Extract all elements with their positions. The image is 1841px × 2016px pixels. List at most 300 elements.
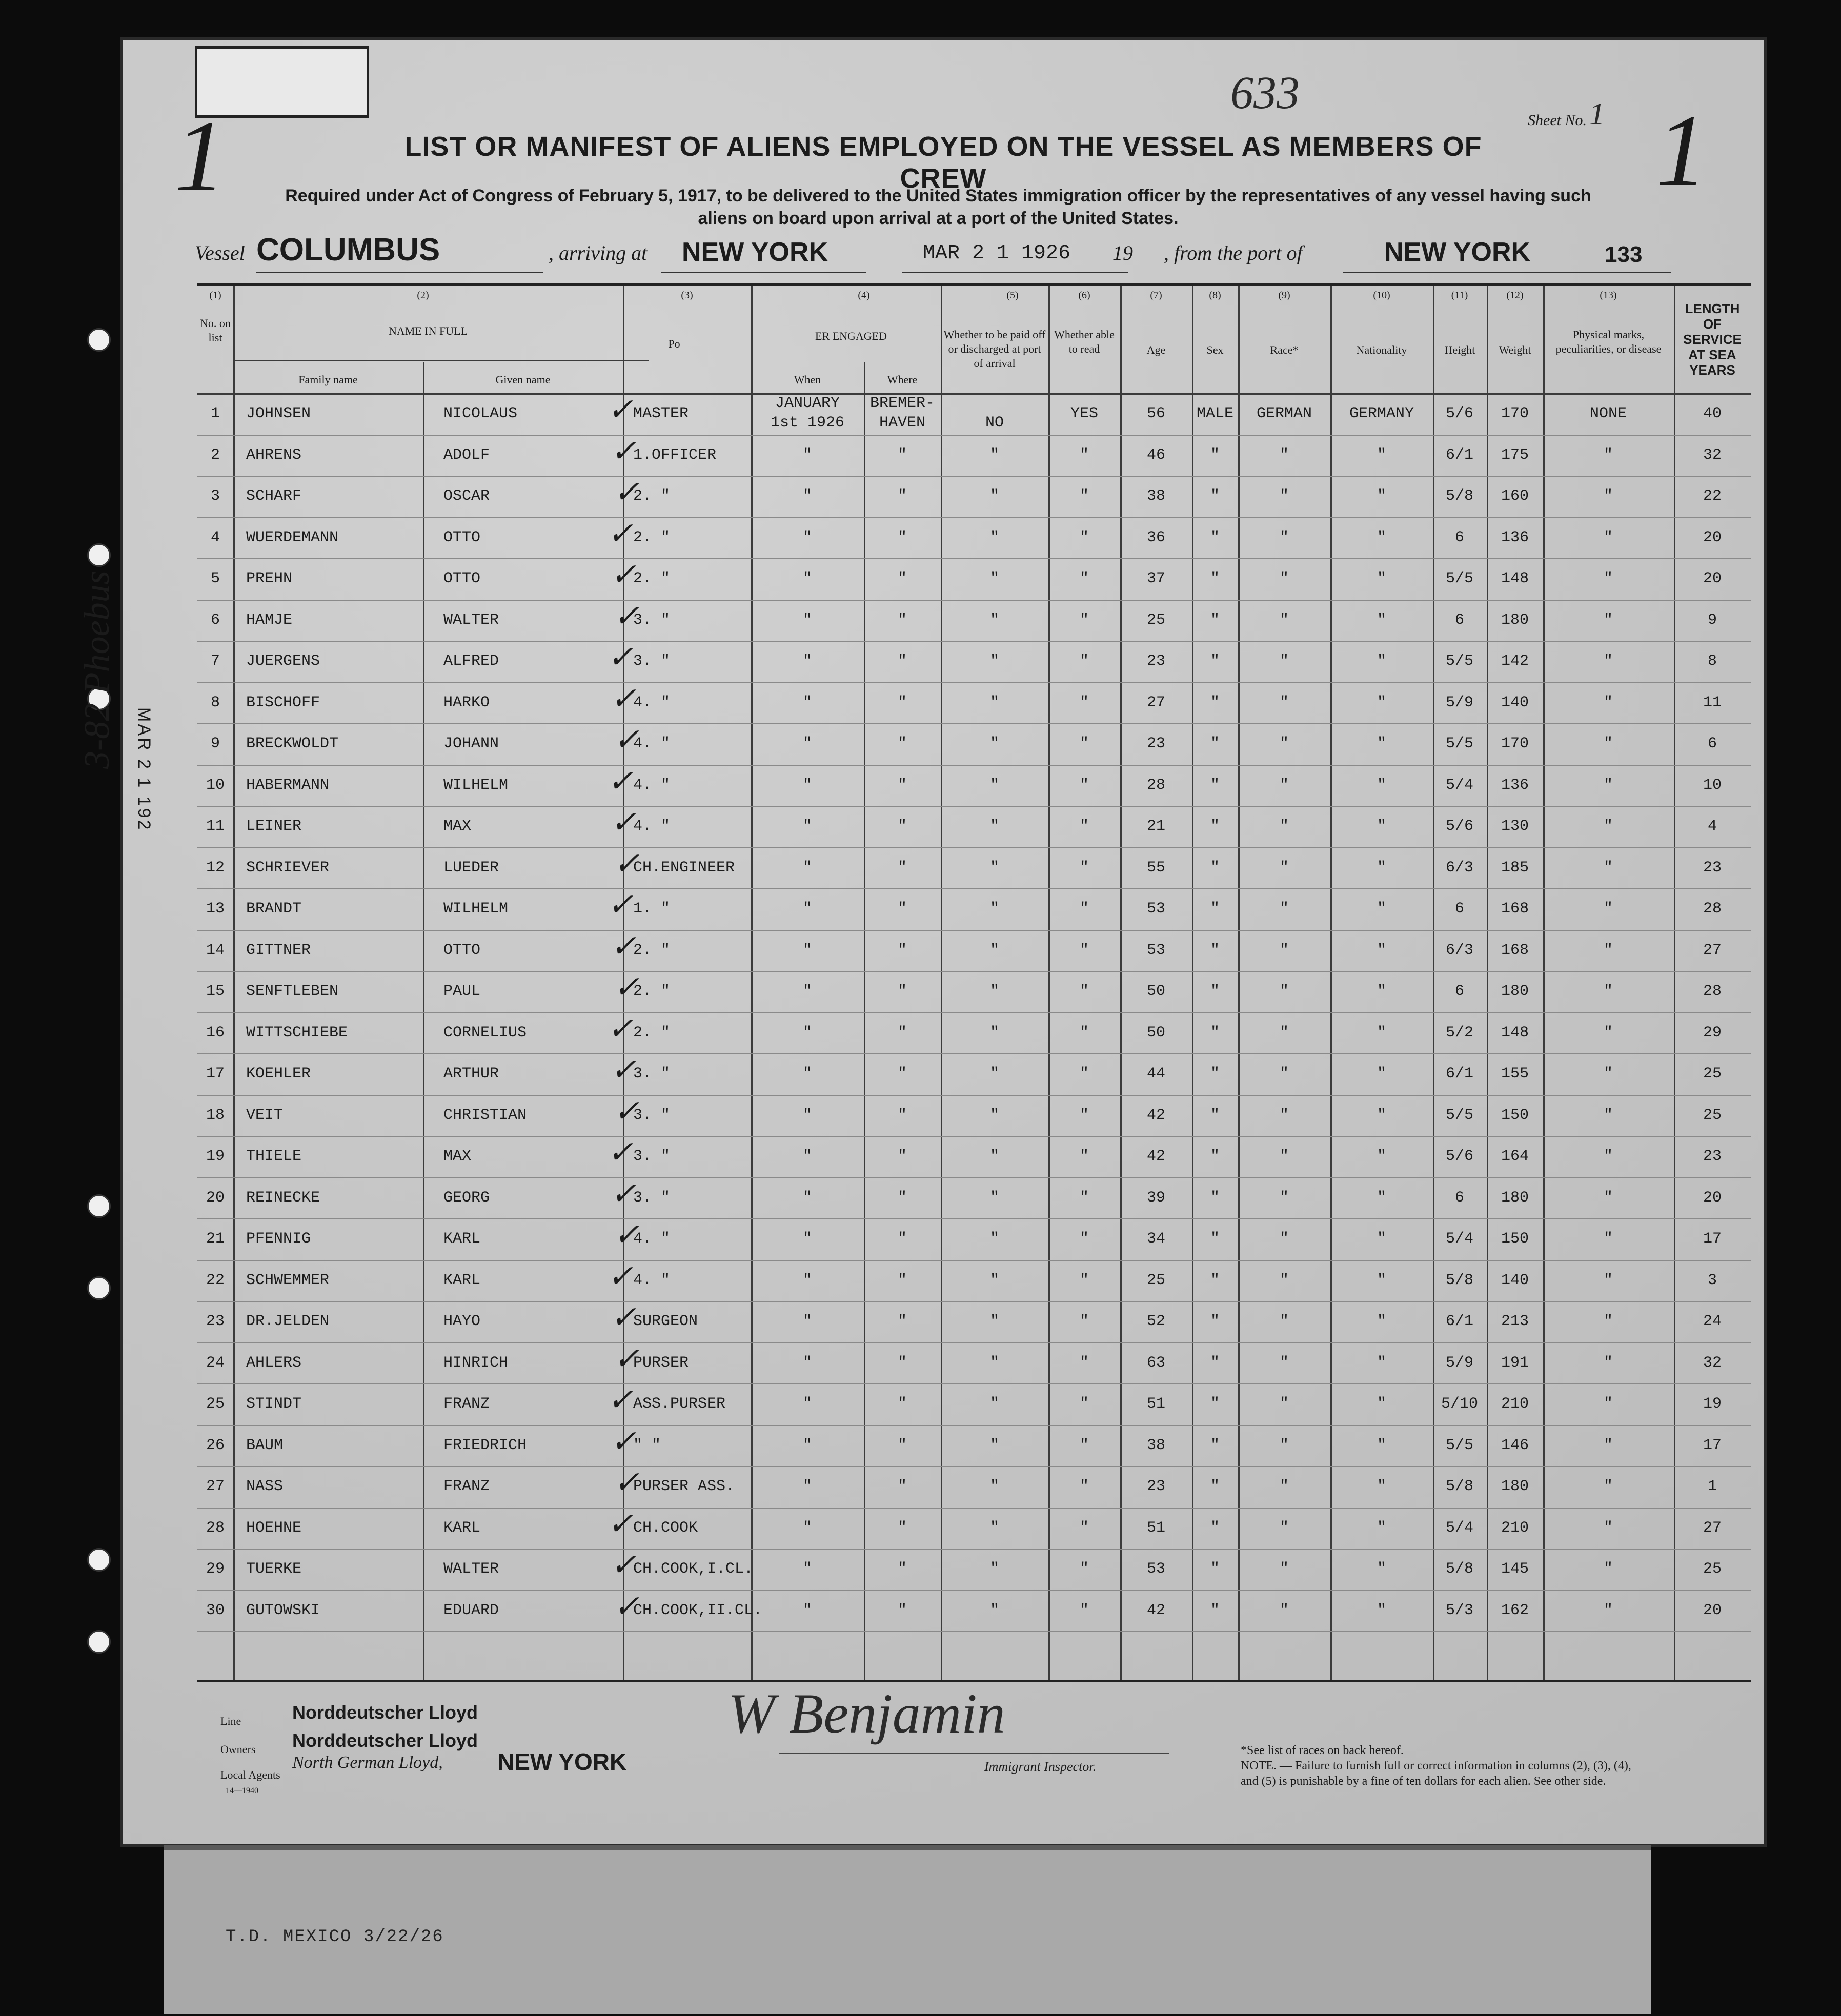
height: 5/4 [1445, 1230, 1473, 1248]
ditto-mark: " [1603, 570, 1613, 587]
ditto-mark: " [1079, 1106, 1089, 1124]
ditto-mark: " [1210, 900, 1220, 918]
ditto-mark: " [802, 1230, 812, 1248]
ditto-mark: " [1603, 1395, 1613, 1413]
ditto-mark: " [897, 1106, 907, 1124]
ditto-mark: " [1210, 1478, 1220, 1495]
ditto-mark: " [1603, 611, 1613, 629]
age: 51 [1146, 1395, 1165, 1413]
height: 5/5 [1445, 1436, 1473, 1454]
ditto-mark: " [1210, 1560, 1220, 1578]
row-rule [197, 558, 1751, 559]
given-name: LUEDER [443, 859, 499, 877]
ditto-mark: " [1279, 1148, 1289, 1165]
position: 3. " [633, 1106, 671, 1124]
ditto-mark: " [897, 1148, 907, 1165]
ditto-mark: " [1603, 735, 1613, 752]
ditto-mark: " [802, 1354, 812, 1372]
ditto-mark: " [1603, 1065, 1613, 1083]
position: CH.ENGINEER [633, 859, 735, 877]
family-name: AHRENS [246, 446, 302, 464]
weight: 180 [1501, 1478, 1529, 1495]
family-name: SENFTLEBEN [246, 983, 339, 1000]
ditto-mark: " [802, 1395, 812, 1413]
row-number: 1 [210, 405, 220, 422]
position: 3. " [633, 653, 671, 670]
row-rule [197, 806, 1751, 807]
given-name: HINRICH [443, 1354, 509, 1372]
sheet-label: Sheet No. [1528, 112, 1587, 129]
ditto-mark: " [1377, 1106, 1386, 1124]
column-rule [1192, 286, 1193, 1680]
years-at-sea: 9 [1707, 611, 1717, 629]
given-name: OTTO [443, 570, 481, 587]
given-name: OTTO [443, 941, 481, 959]
ditto-mark: " [1377, 1024, 1386, 1042]
age: 56 [1146, 405, 1165, 422]
age: 42 [1146, 1106, 1165, 1124]
ditto-mark: " [897, 1519, 907, 1537]
row-number: 7 [210, 653, 220, 670]
ditto-mark: " [1279, 1065, 1289, 1083]
height: 6 [1454, 900, 1464, 918]
ditto-mark: " [989, 859, 999, 877]
checkmark-icon: ✓ [608, 1011, 634, 1046]
ditto-mark: " [1377, 1354, 1386, 1372]
ditto-mark: " [802, 776, 812, 794]
row-number: 19 [206, 1148, 225, 1165]
weight: 210 [1501, 1395, 1529, 1413]
ditto-mark: " [1603, 1519, 1613, 1537]
sheet-number: 1 [1589, 97, 1605, 131]
ditto-mark: " [1210, 1271, 1220, 1289]
age: 53 [1146, 900, 1165, 918]
ditto-mark: " [1210, 487, 1220, 505]
years-at-sea: 17 [1703, 1436, 1722, 1454]
ditto-mark: " [1079, 1395, 1089, 1413]
position: 2. " [633, 487, 671, 505]
line-label: Line [220, 1715, 241, 1727]
ditto-mark: " [897, 859, 907, 877]
ditto-mark: " [1210, 528, 1220, 546]
column-header-when: When [794, 373, 821, 386]
punch-hole [87, 1194, 111, 1218]
ditto-mark: " [1210, 1519, 1220, 1537]
ditto-mark: " [802, 446, 812, 464]
ditto-mark: " [1377, 1271, 1386, 1289]
height: 6/1 [1445, 446, 1473, 464]
checkmark-icon: ✓ [608, 1135, 634, 1169]
ditto-mark: " [897, 735, 907, 752]
checkmark-icon: ✓ [611, 434, 637, 468]
crew-manifest-table [197, 283, 1751, 1682]
ditto-mark: " [1279, 1601, 1289, 1619]
years-at-sea: 25 [1703, 1065, 1722, 1083]
year-label: 19 [1112, 241, 1133, 264]
column-number: (9) [1278, 290, 1290, 301]
family-name: WITTSCHIEBE [246, 1024, 348, 1042]
checkmark-icon: ✓ [608, 516, 634, 551]
header-rule [197, 393, 1751, 395]
ditto-mark: " [1279, 1560, 1289, 1578]
years-at-sea: 17 [1703, 1230, 1722, 1248]
position: 4. " [633, 776, 671, 794]
given-name: GEORG [443, 1189, 490, 1207]
ditto-mark: " [1279, 1106, 1289, 1124]
height: 6/1 [1445, 1313, 1473, 1330]
height: 5/6 [1445, 405, 1473, 422]
ditto-mark: " [1210, 735, 1220, 752]
column-number: (3) [681, 290, 693, 301]
weight: 170 [1501, 405, 1529, 422]
ditto-mark: " [1377, 1230, 1386, 1248]
ditto-mark: " [1079, 900, 1089, 918]
years-at-sea: 8 [1707, 653, 1717, 670]
ditto-mark: " [1377, 653, 1386, 670]
position: 2. " [633, 941, 671, 959]
family-name: JOHNSEN [246, 405, 311, 422]
position: 4. " [633, 735, 671, 752]
ditto-mark: " [1603, 1189, 1613, 1207]
ditto-mark: " [1279, 776, 1289, 794]
punch-hole [87, 1630, 111, 1654]
height: 5/8 [1445, 487, 1473, 505]
age: 42 [1146, 1148, 1165, 1165]
age: 23 [1146, 653, 1165, 670]
family-name: WUERDEMANN [246, 528, 339, 546]
given-name: ARTHUR [443, 1065, 499, 1083]
ditto-mark: " [1210, 1230, 1220, 1248]
ditto-mark: " [1279, 1519, 1289, 1537]
checkmark-icon: ✓ [611, 1300, 637, 1334]
age: 55 [1146, 859, 1165, 877]
given-name: KARL [443, 1519, 481, 1537]
ditto-mark: " [989, 1065, 999, 1083]
vessel-label: Vessel [195, 241, 245, 264]
column-rule [1330, 286, 1332, 1680]
position: 2. " [633, 570, 671, 587]
ditto-mark: " [1210, 983, 1220, 1000]
weight: 140 [1501, 694, 1529, 711]
ditto-mark: " [1210, 1106, 1220, 1124]
ditto-mark: " [802, 487, 812, 505]
ditto-mark: " [1377, 1395, 1386, 1413]
given-name: WILHELM [443, 900, 509, 918]
age: 63 [1146, 1354, 1165, 1372]
underline [256, 272, 543, 273]
checkmark-icon: ✓ [608, 1383, 634, 1417]
years-at-sea: 20 [1703, 1189, 1722, 1207]
row-rule [197, 1631, 1751, 1632]
column-rule [1048, 286, 1050, 1680]
checkmark-icon: ✓ [611, 1548, 637, 1582]
weight: 162 [1501, 1601, 1529, 1619]
checkmark-icon: ✓ [611, 1053, 637, 1087]
family-name: LEINER [246, 818, 302, 835]
ditto-mark: " [1210, 446, 1220, 464]
ditto-mark: " [1279, 487, 1289, 505]
height: 5/4 [1445, 1519, 1473, 1537]
row-number: 2 [210, 446, 220, 464]
ditto-mark: " [1603, 983, 1613, 1000]
ditto-mark: " [1603, 1106, 1613, 1124]
years-at-sea: 20 [1703, 528, 1722, 546]
signature-line [779, 1753, 1169, 1754]
row-number: 26 [206, 1436, 225, 1454]
ditto-mark: " [1079, 446, 1089, 464]
underline [902, 272, 1128, 273]
ditto-mark: " [802, 1189, 812, 1207]
ditto-mark: " [897, 1065, 907, 1083]
column-rule [864, 362, 865, 1680]
page-subtitle [195, 185, 1682, 230]
row-number: 11 [206, 818, 225, 835]
years-at-sea: 24 [1703, 1313, 1722, 1330]
ditto-mark: " [989, 611, 999, 629]
ditto-mark: " [802, 941, 812, 959]
position: 3. " [633, 1148, 671, 1165]
ditto-mark: " [1377, 570, 1386, 587]
age: 34 [1146, 1230, 1165, 1248]
ditto-mark: " [1079, 983, 1089, 1000]
height: 6/3 [1445, 941, 1473, 959]
ditto-mark: " [1279, 941, 1289, 959]
note-line: *See list of races on back hereof. [1241, 1744, 1404, 1757]
ditto-mark: " [1603, 1478, 1613, 1495]
ditto-mark: " [897, 983, 907, 1000]
ditto-mark: " [1377, 528, 1386, 546]
weight: 150 [1501, 1106, 1529, 1124]
paid-off: NO [985, 414, 1004, 432]
given-name: WALTER [443, 1560, 499, 1578]
years-at-sea: 3 [1707, 1271, 1717, 1289]
ditto-mark: " [1079, 1519, 1089, 1537]
row-number: 14 [206, 941, 225, 959]
column-header-service: LENGTH OF SERVICE AT SEA YEARS [1683, 301, 1742, 378]
age: 23 [1146, 1478, 1165, 1495]
ditto-mark: " [802, 1601, 812, 1619]
line-value: Norddeutscher Lloyd [292, 1702, 478, 1723]
row-number: 3 [210, 487, 220, 505]
ditto-mark: " [1377, 983, 1386, 1000]
ditto-mark: " [1603, 900, 1613, 918]
checkmark-icon: ✓ [614, 970, 640, 1004]
row-number: 13 [206, 900, 225, 918]
ditto-mark: " [1279, 1230, 1289, 1248]
weight: 210 [1501, 1519, 1529, 1537]
form-number: 14—1940 [226, 1786, 258, 1795]
checkmark-icon: ✓ [608, 1259, 634, 1293]
ditto-mark: " [989, 1230, 999, 1248]
ditto-mark: " [1377, 1148, 1386, 1165]
ditto-mark: " [1079, 1189, 1089, 1207]
ditto-mark: " [1603, 1313, 1613, 1330]
ditto-mark: " [1079, 528, 1089, 546]
age: 52 [1146, 1313, 1165, 1330]
ditto-mark: " [1210, 859, 1220, 877]
checkmark-icon: ✓ [614, 475, 640, 509]
ditto-mark: " [802, 694, 812, 711]
given-name: OTTO [443, 528, 481, 546]
checkmark-icon: ✓ [611, 1176, 637, 1211]
column-header-name: NAME IN FULL [389, 324, 468, 337]
ditto-mark: " [989, 1478, 999, 1495]
row-rule [197, 641, 1751, 642]
weight: 130 [1501, 818, 1529, 835]
row-number: 24 [206, 1354, 225, 1372]
row-rule [197, 1549, 1751, 1550]
row-rule [197, 1260, 1751, 1261]
position: PURSER ASS. [633, 1478, 735, 1495]
ditto-mark: " [1377, 941, 1386, 959]
height: 6 [1454, 983, 1464, 1000]
column-number: (13) [1600, 290, 1617, 301]
given-name: OSCAR [443, 487, 490, 505]
ditto-mark: " [989, 735, 999, 752]
weight: 136 [1501, 528, 1529, 546]
ditto-mark: " [1603, 653, 1613, 670]
checkmark-icon: ✓ [614, 846, 640, 881]
height: 5/3 [1445, 1601, 1473, 1619]
ditto-mark: " [1079, 1313, 1089, 1330]
weight: 146 [1501, 1436, 1529, 1454]
note-line: and (5) is punishable by a fine of ten dollars for each alien. See other side. [1241, 1775, 1606, 1788]
weight: 155 [1501, 1065, 1529, 1083]
column-rule [1238, 286, 1240, 1680]
ditto-mark: " [1079, 776, 1089, 794]
row-number: 5 [210, 570, 220, 587]
row-number: 30 [206, 1601, 225, 1619]
ditto-mark: " [1377, 1560, 1386, 1578]
ditto-mark: " [1279, 818, 1289, 835]
height: 5/4 [1445, 776, 1473, 794]
ditto-mark: " [897, 528, 907, 546]
position: MASTER [633, 405, 689, 422]
given-name: ADOLF [443, 446, 490, 464]
row-rule [197, 1466, 1751, 1467]
ditto-mark: " [802, 900, 812, 918]
given-name: FRANZ [443, 1395, 490, 1413]
physical-marks: NONE [1589, 405, 1627, 422]
checkmark-icon: ✓ [611, 558, 637, 592]
ditto-mark: " [1279, 528, 1289, 546]
ditto-mark: " [989, 487, 999, 505]
nationality: GERMANY [1349, 405, 1414, 422]
checkmark-icon: ✓ [608, 393, 634, 426]
ditto-mark: " [1279, 900, 1289, 918]
column-header-engaged: ER ENGAGED [815, 330, 887, 342]
row-number: 23 [206, 1313, 225, 1330]
height: 5/8 [1445, 1478, 1473, 1495]
ditto-mark: " [1377, 1601, 1386, 1619]
position: 4. " [633, 1271, 671, 1289]
row-rule [197, 1095, 1751, 1096]
position: 3. " [633, 611, 671, 629]
age: 42 [1146, 1601, 1165, 1619]
age: 23 [1146, 735, 1165, 752]
row-rule [197, 435, 1751, 436]
years-at-sea: 25 [1703, 1560, 1722, 1578]
age: 25 [1146, 1271, 1165, 1289]
ditto-mark: " [802, 611, 812, 629]
owners-value: Norddeutscher Lloyd [292, 1730, 478, 1751]
ditto-mark: " [802, 1106, 812, 1124]
column-header-where: Where [887, 373, 918, 386]
ditto-mark: " [1377, 1065, 1386, 1083]
handwritten-number: 633 [1230, 68, 1300, 118]
ditto-mark: " [1079, 1601, 1089, 1619]
family-name: NASS [246, 1478, 284, 1495]
ditto-mark: " [897, 570, 907, 587]
ditto-mark: " [1210, 570, 1220, 587]
ditto-mark: " [1210, 1148, 1220, 1165]
note-line: NOTE. — Failure to furnish full or correct information in columns (2), (3), (4), [1241, 1759, 1631, 1773]
column-rule [1674, 286, 1675, 1680]
weight: 180 [1501, 983, 1529, 1000]
ditto-mark: " [1603, 1601, 1613, 1619]
ditto-mark: " [1603, 1436, 1613, 1454]
ditto-mark: " [989, 941, 999, 959]
ditto-mark: " [1210, 1354, 1220, 1372]
ditto-mark: " [1210, 941, 1220, 959]
family-name: SCHARF [246, 487, 302, 505]
column-header-given: Given name [495, 373, 551, 386]
ditto-mark: " [989, 983, 999, 1000]
ditto-mark: " [1603, 1148, 1613, 1165]
family-name: HAMJE [246, 611, 293, 629]
column-rule [423, 362, 424, 1680]
family-name: PFENNIG [246, 1230, 311, 1248]
given-name: WILHELM [443, 776, 509, 794]
checkmark-icon: ✓ [614, 599, 640, 633]
row-number: 21 [206, 1230, 225, 1248]
checkmark-icon: ✓ [614, 1094, 640, 1128]
column-rule [233, 286, 235, 1680]
column-rule [1120, 286, 1122, 1680]
row-number: 29 [206, 1560, 225, 1578]
position: 2. " [633, 983, 671, 1000]
years-at-sea: 19 [1703, 1395, 1722, 1413]
ditto-mark: " [989, 653, 999, 670]
ditto-mark: " [989, 528, 999, 546]
margin-annotation: 3-82 Phoebus [77, 571, 117, 769]
column-number: (8) [1209, 290, 1221, 301]
ditto-mark: " [802, 1436, 812, 1454]
ditto-mark: " [1603, 818, 1613, 835]
ditto-mark: " [989, 1354, 999, 1372]
position: 2. " [633, 1024, 671, 1042]
checkmark-icon: ✓ [608, 888, 634, 922]
row-rule [197, 1218, 1751, 1219]
ditto-mark: " [1279, 1395, 1289, 1413]
age: 36 [1146, 528, 1165, 546]
ditto-mark: " [1210, 1436, 1220, 1454]
column-number: (5) [1006, 290, 1019, 301]
ditto-mark: " [989, 694, 999, 711]
row-number: 9 [210, 735, 220, 752]
ditto-mark: " [1377, 818, 1386, 835]
ditto-mark: " [989, 1313, 999, 1330]
ditto-mark: " [1603, 1230, 1613, 1248]
ditto-mark: " [989, 1024, 999, 1042]
ditto-mark: " [897, 1024, 907, 1042]
ditto-mark: " [1603, 1024, 1613, 1042]
from-label: , from the port of [1164, 241, 1303, 264]
ditto-mark: " [1210, 776, 1220, 794]
ditto-mark: " [989, 446, 999, 464]
able-to-read: YES [1070, 405, 1098, 422]
given-name: CHRISTIAN [443, 1106, 527, 1124]
